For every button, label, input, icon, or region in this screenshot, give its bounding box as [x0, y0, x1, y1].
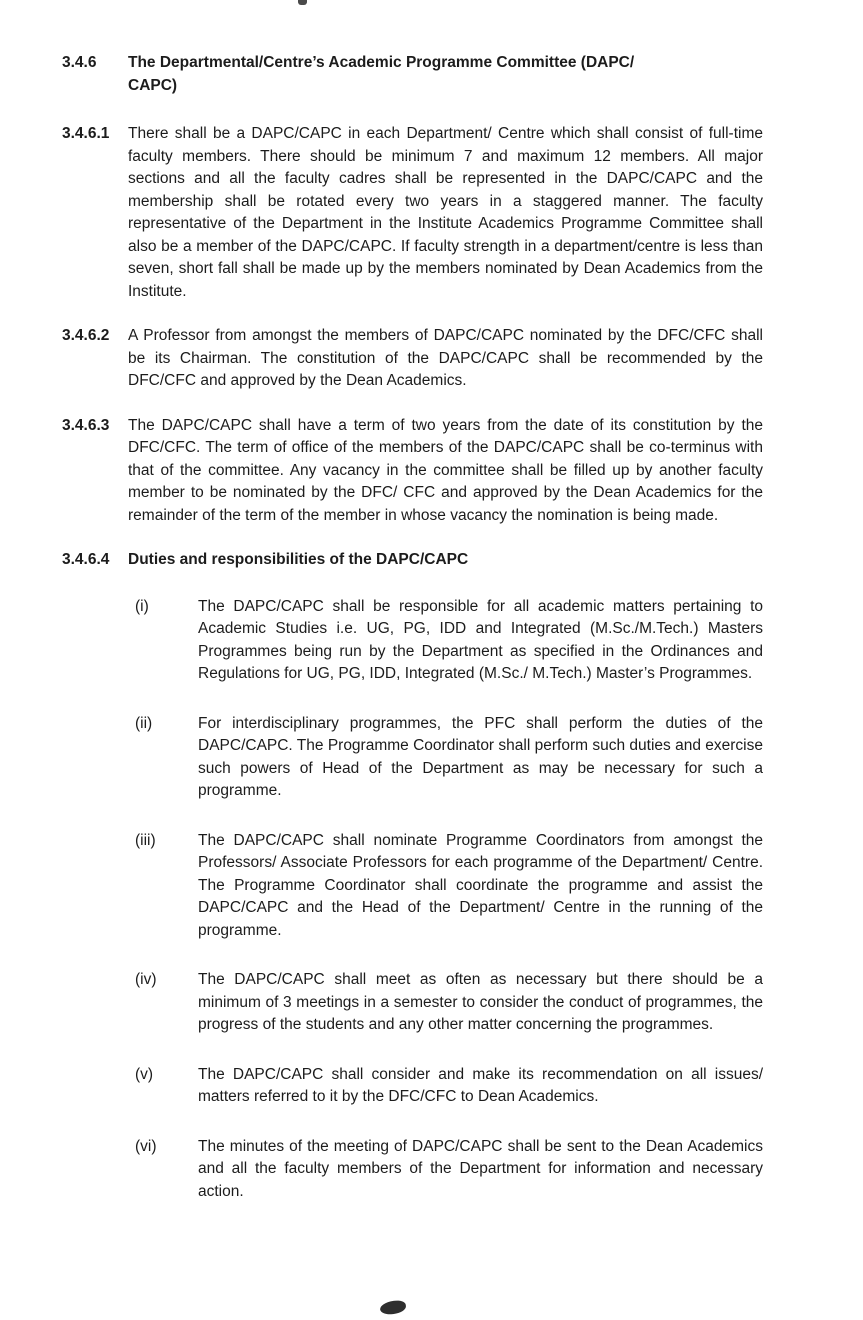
- paragraph-text: The DAPC/CAPC shall have a term of two years from the date of its constitution by the DFC/CFC. The term of office of the members of the DAPC/CAPC shall be co-terminus with that of the committee. Any vacancy in the committee shall be filled up by another faculty member to be nominated by the DFC/ CFC and approved by the Dean Academics for the remainder of the term of the member in whose vacancy the nomination is being made.: [128, 416, 763, 524]
- subsection-number: 3.4.6.4: [62, 551, 110, 568]
- list-item-text: For interdisciplinary programmes, the PFC shall perform the duties of the DAPC/CAPC. The Programme Coordinator shall perform such duties and exercise such powers of Head of the Department as may be necessary for such a programme.: [198, 714, 763, 799]
- list-marker: (vi): [135, 1137, 157, 1155]
- paragraph-3-4-6-2: [62, 325, 763, 393]
- paragraph-text: There shall be a DAPC/CAPC in each Department/ Centre which shall consist of full-time faculty members. There should be minimum 7 and maximum 12 members. All major sections and all the faculty cadres shall be represented in the DAPC/CAPC and the membership shall be rotated every two years in a staggered manner. The faculty representative of the Department in the Institute Academics Programme Committee shall also be a member of the DAPC/CAPC. If faculty strength in a department/centre is less than seven, short fall shall be made up by the members nominated by Dean Academics from the Institute.: [128, 125, 763, 300]
- duties-list: [62, 596, 763, 1204]
- list-item-v: [135, 1064, 763, 1109]
- list-item-iii: [135, 830, 763, 943]
- subsection-title: Duties and responsibilities of the DAPC/CAPC: [128, 551, 469, 568]
- list-marker: (i): [135, 597, 149, 615]
- list-item-i: [135, 596, 763, 686]
- list-item-text: The DAPC/CAPC shall nominate Programme Coordinators from amongst the Professors/ Associate Professors for each programme of the Department/ Centre. The Programme Coordinator shall coordinate the programme and assist the DAPC/CAPC and the Head of the Department/ Centre in the running of the programme.: [198, 831, 763, 939]
- section-title-line-1: The Departmental/Centre’s Academic Programme Committee (DAPC/: [128, 54, 635, 71]
- paragraph-3-4-6-1: [62, 123, 763, 303]
- list-item-text: The minutes of the meeting of DAPC/CAPC shall be sent to the Dean Academics and all the faculty members of the Department for information and necessary action.: [198, 1137, 763, 1200]
- paragraph-number: 3.4.6.2: [62, 327, 110, 344]
- section-title: [128, 52, 763, 97]
- paragraph-number: 3.4.6.1: [62, 125, 110, 142]
- ink-mark-bottom: [379, 1299, 406, 1315]
- list-item-text: The DAPC/CAPC shall be responsible for all academic matters pertaining to Academic Studies i.e. UG, PG, IDD and Integrated (M.Sc./M.Tech.) Masters Programmes being run by the Department as specified in the Ordinances and Regulations for UG, PG, IDD, Integrated (M.Sc./ M.Tech.) Master’s Programmes.: [198, 597, 763, 682]
- ink-mark-top: [298, 0, 307, 5]
- section-number: 3.4.6: [62, 54, 97, 71]
- paragraph-3-4-6-3: [62, 415, 763, 528]
- list-marker: (iii): [135, 831, 156, 849]
- section-title-line-2: CAPC): [128, 76, 178, 94]
- list-item-text: The DAPC/CAPC shall meet as often as necessary but there should be a minimum of 3 meetings in a semester to consider the conduct of programmes, the progress of the students and any other matter concerning the programmes.: [198, 971, 763, 1033]
- list-item-ii: [135, 713, 763, 803]
- section-heading: [62, 52, 763, 97]
- list-item-vi: [135, 1136, 763, 1204]
- list-marker: (ii): [135, 714, 153, 732]
- subsection-heading: [62, 549, 763, 572]
- list-item-text: The DAPC/CAPC shall consider and make its recommendation on all issues/ matters referred to it by the DFC/CFC to Dean Academics.: [198, 1065, 763, 1105]
- paragraph-text: A Professor from amongst the members of DAPC/CAPC nominated by the DFC/CFC shall be its Chairman. The constitution of the DAPC/CAPC shall be recommended by the DFC/CFC and approved by the Dean Academics.: [128, 327, 763, 389]
- list-marker: (v): [135, 1065, 154, 1083]
- paragraph-number: 3.4.6.3: [62, 416, 110, 434]
- list-item-iv: [135, 969, 763, 1037]
- list-marker: (iv): [135, 971, 157, 988]
